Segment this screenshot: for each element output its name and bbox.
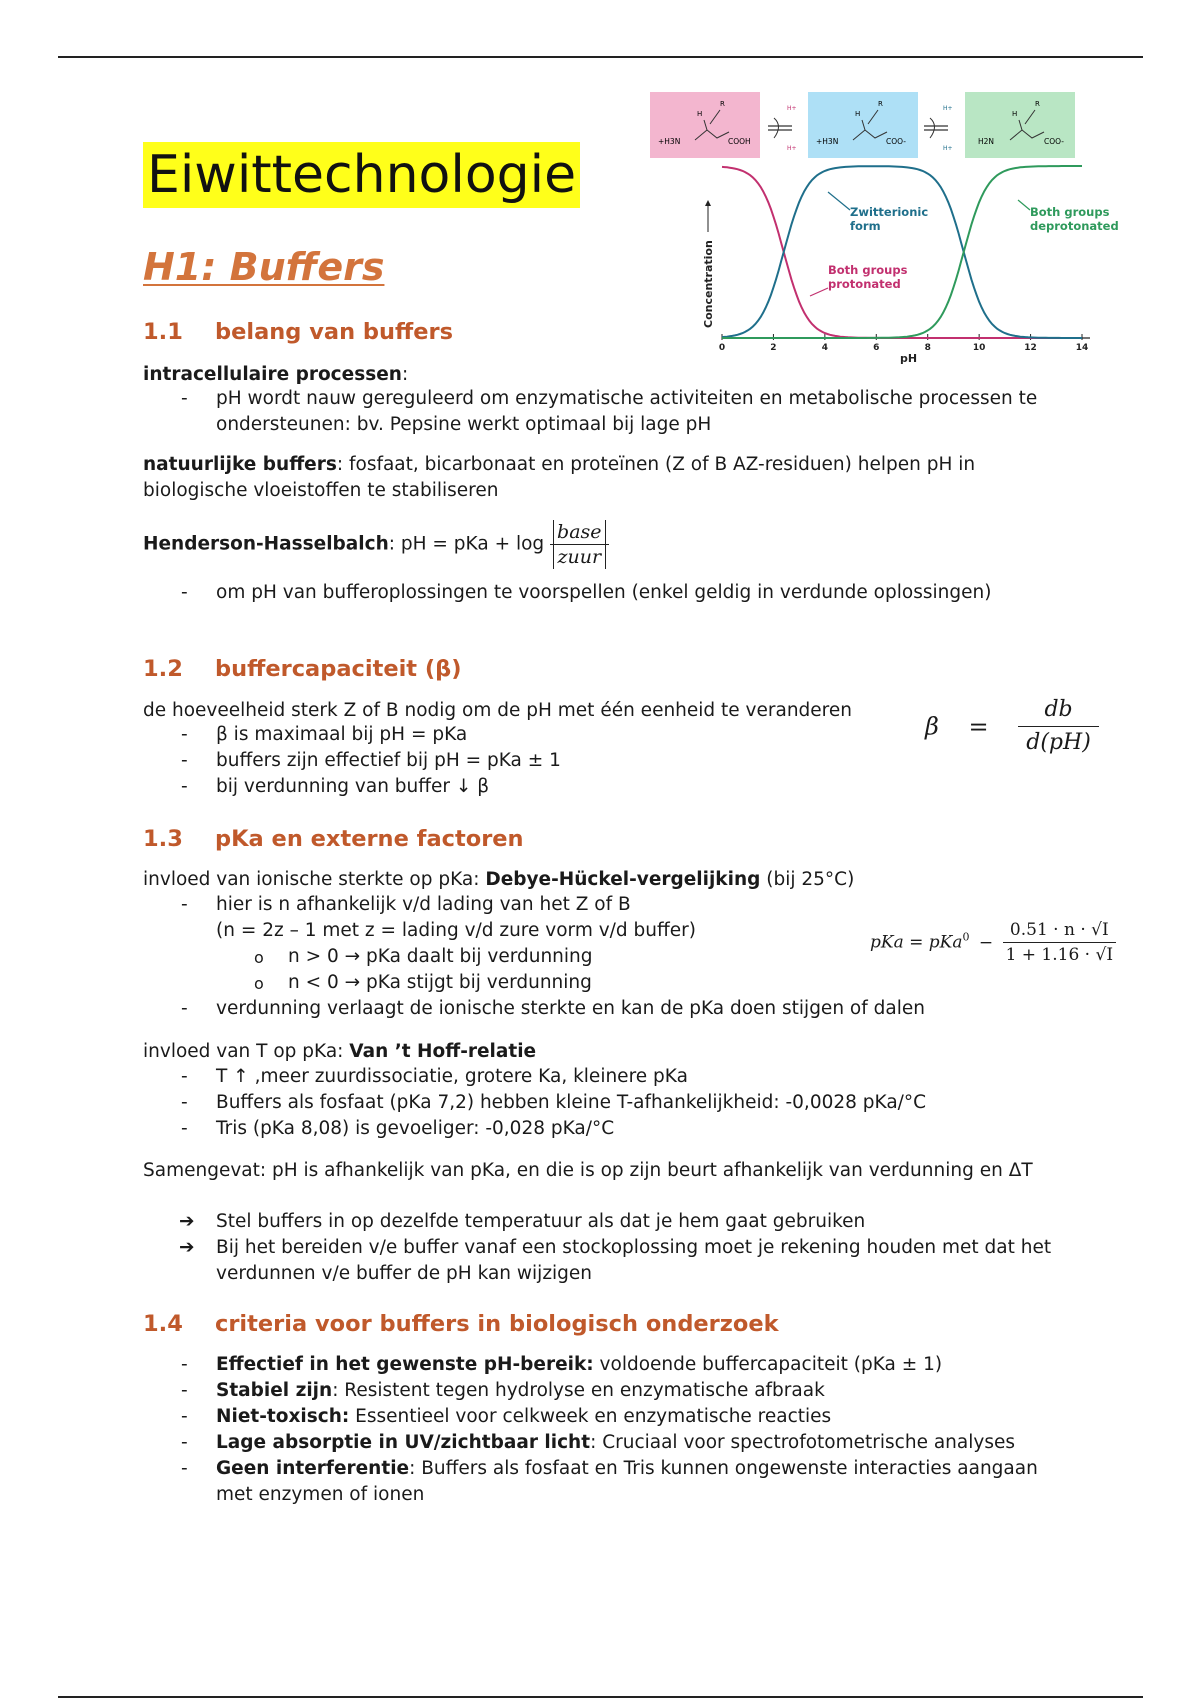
section-number: 1.3 <box>143 826 183 852</box>
buffer-capacity-intro: de hoeveelheid sterk Z of B nodig om de pH met één eenheid te veranderen <box>143 700 852 721</box>
section-number: 1.1 <box>143 319 183 345</box>
criteria-text: voldoende buffercapaciteit (pKa ± 1) <box>593 1354 943 1375</box>
list-item: - verdunning verlaagt de ionische sterkte en kan de pKa doen stijgen of dalen <box>143 996 1043 1022</box>
dh-minus: − <box>978 932 994 953</box>
dh-denominator: 1 + 1.16 · √I <box>1005 945 1114 965</box>
ionic-sublist <box>216 944 863 996</box>
criteria-item <box>143 1456 1043 1508</box>
hh-list <box>143 580 1003 606</box>
summary-arrow-list <box>143 1209 1073 1287</box>
sub-list-item: o n > 0 → pKa daalt bij verdunning <box>216 944 863 970</box>
list-item: - om pH van bufferoplossingen te voorspellen (enkel geldig in verdunde oplossingen) <box>143 580 1003 606</box>
van-t-hoff-bold: Van ’t Hoff-relatie <box>349 1041 537 1062</box>
list-item: - T ↑ ,meer zuurdissociatie, grotere Ka, kleinere pKa <box>143 1064 1043 1090</box>
section-heading-1-1 <box>143 317 453 347</box>
temperature-intro-text: invloed van T op pKa: <box>143 1041 350 1062</box>
species-amine: +H3N <box>658 137 681 146</box>
criteria-bold: Lage absorptie in UV/zichtbaar licht <box>216 1432 591 1453</box>
ionic-item-line2: (n = 2z – 1 met z = lading v/d zure vorm v/d buffer) <box>216 920 696 941</box>
hh-text: : pH = pKa + log <box>388 533 551 555</box>
criteria-text: : Resistent tegen hydrolyse en enzymatische afbraak <box>332 1380 825 1401</box>
henderson-hasselbalch-line <box>143 520 609 569</box>
list-item: - Tris (pKa 8,08) is gevoeliger: -0,028 pKa/°C <box>143 1116 1043 1142</box>
eq1-bottom: H+ <box>787 145 797 152</box>
arrow-item: ➔ Bij het bereiden v/e buffer vanaf een stockoplossing moet je rekening houden met dat het verdunnen v/e buffer de pH kan wijzigen <box>143 1235 1073 1287</box>
criteria-item <box>143 1430 1043 1456</box>
eq2-top: H+ <box>943 105 953 112</box>
curve-both-deprotonated <box>722 166 1082 338</box>
x-tick-label: 12 <box>1024 343 1037 353</box>
section-heading-1-4 <box>143 1309 779 1339</box>
criteria-bold: Niet-toxisch: <box>216 1406 350 1427</box>
natural-buffers-bold: natuurlijke buffers <box>143 454 337 475</box>
eq1-top: H+ <box>787 105 797 112</box>
intracellular-colon: : <box>401 364 409 385</box>
x-tick-label: 4 <box>821 343 828 353</box>
annot-prot-2: protonated <box>828 277 901 291</box>
list-item: - β is maximaal bij pH = pKa <box>143 722 1043 748</box>
arrow-item: ➔ Stel buffers in op dezelfde temperatuur als dat je hem gaat gebruiken <box>143 1209 1073 1235</box>
natural-buffers-text: : fosfaat, bicarbonaat en proteïnen (Z of B AZ-residuen) helpen pH in biologische vloeistoffen te stabiliseren <box>143 454 976 501</box>
ionic-strength-intro <box>143 867 1073 893</box>
buffer-capacity-formula <box>925 694 1099 759</box>
formula-beta: β <box>925 712 939 741</box>
section-title: criteria voor buffers in biologisch onderzoek <box>215 1311 779 1337</box>
annot-zwitter-2: form <box>850 219 881 233</box>
equilibrium-arrow-2 <box>924 105 953 152</box>
species-r: R <box>878 100 883 108</box>
x-tick-label: 6 <box>873 343 880 353</box>
dh-sup: 0 <box>962 930 970 944</box>
titration-chart <box>702 166 1119 365</box>
species-acid: COO- <box>1044 137 1064 146</box>
list-item: - Buffers als fosfaat (pKa 7,2) hebben kleine T-afhankelijkheid: -0,0028 pKa/°C <box>143 1090 1043 1116</box>
formula-equals: = <box>968 712 989 741</box>
section-title: buffercapaciteit (β) <box>215 656 462 682</box>
intracellular-bold: intracellulaire processen <box>143 364 402 385</box>
species-deprotonated <box>965 92 1075 158</box>
hh-numerator: base <box>553 520 606 544</box>
annot-deprot-2: deprotonated <box>1030 219 1119 233</box>
ionic-strength-list-2 <box>143 996 1043 1022</box>
species-protonated <box>650 92 760 158</box>
curve-both-protonated <box>722 167 1082 338</box>
top-rule <box>58 56 1143 58</box>
section-heading-1-3 <box>143 824 524 854</box>
intracellular-label <box>143 362 1073 388</box>
ionic-strength-list <box>143 892 863 996</box>
species-amine: +H3N <box>816 137 839 146</box>
list-item: - bij verdunning van buffer ↓ β <box>143 774 1043 800</box>
summary-paragraph: Samengevat: pH is afhankelijk van pKa, en die is op zijn beurt afhankelijk van verdunning en ΔT <box>143 1160 1033 1181</box>
dh-lhs: pKa = pKa <box>870 932 963 953</box>
annot-zwitter-1: Zwitterionic <box>850 205 929 219</box>
hh-bold: Henderson-Hasselbalch <box>143 533 389 555</box>
natural-buffers-paragraph <box>143 452 1073 504</box>
formula-denominator: d(pH) <box>1026 730 1091 755</box>
species-h: H <box>855 110 861 118</box>
x-tick-label: 0 <box>718 343 726 353</box>
amino-acid-figure <box>650 92 1119 372</box>
chapter-heading: H1: Buffers <box>143 245 385 289</box>
x-axis-label: pH <box>900 352 918 365</box>
document-title: Eiwittechnologie <box>143 142 580 208</box>
species-acid: COOH <box>728 137 751 146</box>
ionic-item-line1: hier is n afhankelijk v/d lading van het Z of B <box>216 894 631 915</box>
y-axis-label: Concentration <box>702 240 715 328</box>
species-zwitterion <box>808 92 918 158</box>
species-r: R <box>1035 100 1040 108</box>
species-h: H <box>1012 110 1018 118</box>
list-item: - buffers zijn effectief bij pH = pKa ± 1 <box>143 748 1043 774</box>
criteria-text: : Cruciaal voor spectrofotometrische analyses <box>590 1432 1015 1453</box>
formula-fraction <box>1018 694 1099 759</box>
section-heading-1-2 <box>143 654 462 684</box>
curve-zwitterionic <box>722 166 1082 338</box>
species-r: R <box>720 100 725 108</box>
buffer-capacity-list <box>143 722 1043 800</box>
criteria-item <box>143 1378 1043 1404</box>
criteria-bold: Effectief in het gewenste pH-bereik: <box>216 1354 594 1375</box>
intracellular-list <box>143 386 1043 438</box>
section-title: belang van buffers <box>215 319 454 345</box>
criteria-bold: Stabiel zijn <box>216 1380 333 1401</box>
criteria-text: : Buffers als fosfaat en Tris kunnen ongewenste interacties aangaan met enzymen of ionen <box>216 1458 1038 1505</box>
criteria-item <box>143 1404 1043 1430</box>
sub-list-item: o n < 0 → pKa stijgt bij verdunning <box>216 970 863 996</box>
x-tick-label: 8 <box>924 343 931 353</box>
hh-denominator: zuur <box>553 545 606 569</box>
annot-prot-1: Both groups <box>828 263 908 277</box>
section-number: 1.2 <box>143 656 183 682</box>
criteria-text: Essentieel voor celkweek en enzymatische reacties <box>349 1406 832 1427</box>
criteria-bold: Geen interferentie <box>216 1458 410 1479</box>
bottom-rule <box>58 1696 1143 1698</box>
section-number: 1.4 <box>143 1311 183 1337</box>
equilibrium-arrow-1 <box>768 105 797 152</box>
annot-deprot-1: Both groups <box>1030 205 1110 219</box>
debye-huckel-formula <box>870 918 1116 967</box>
criteria-item <box>143 1352 1043 1378</box>
ionic-intro-text: invloed van ionische sterkte op pKa: <box>143 869 486 890</box>
temperature-list <box>143 1064 1043 1142</box>
hh-fraction <box>550 520 609 569</box>
x-tick-label: 14 <box>1075 343 1089 353</box>
temperature-intro <box>143 1039 1073 1065</box>
debye-huckel-bold: Debye-Hückel-vergelijking <box>485 869 761 890</box>
x-tick-label: 10 <box>972 343 986 353</box>
criteria-list <box>143 1352 1043 1508</box>
list-item: - pH wordt nauw gereguleerd om enzymatische activiteiten en metabolische processen te ondersteunen: bv. Pepsine werkt optimaal bij lage pH <box>143 386 1043 438</box>
species-acid: COO- <box>886 137 906 146</box>
x-tick-label: 2 <box>770 343 777 353</box>
eq2-bottom: H+ <box>943 145 953 152</box>
formula-numerator: db <box>1018 694 1099 727</box>
species-h: H <box>697 110 703 118</box>
amino-acid-svg <box>650 92 1119 372</box>
ionic-intro-tail: (bij 25°C) <box>760 869 855 890</box>
species-amine: H2N <box>978 137 995 146</box>
dh-fraction <box>1003 918 1116 967</box>
dh-numerator: 0.51 · n · √I <box>1003 918 1116 943</box>
section-title: pKa en externe factoren <box>215 826 524 852</box>
list-item <box>143 892 863 996</box>
